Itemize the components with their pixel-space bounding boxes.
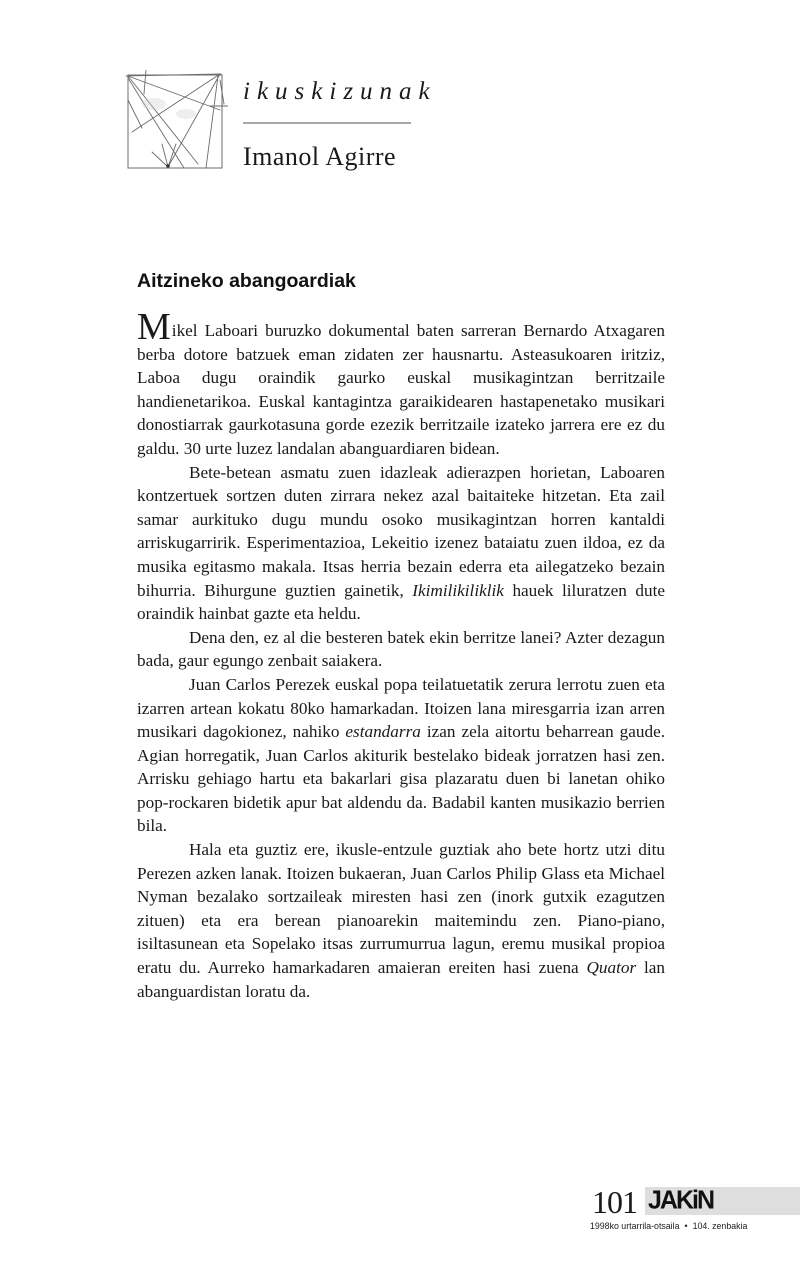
paragraph-text: hauek liluratzen dute oraindik hainbat gazte eta heldu. — [137, 580, 665, 624]
paragraph-5 — [137, 838, 665, 1003]
issue-info — [590, 1221, 747, 1231]
paragraph-text: izan zela aitortu beharrean gaude. Agian horregatik, Juan Carlos akiturik bestelako bideak jorratzen hasi zen. Arrisku gehiago hartu eta bakarlari gisa plazaratu duen bi lanetan ohiko pop-rockaren bidetik apur bat aldendu da. Badabil kanten musikazio berrien bila. — [137, 722, 666, 836]
italic-work-title: Ikimilikiliklik — [412, 580, 504, 600]
italic-term: estandarra — [345, 722, 421, 742]
bullet-separator: • — [684, 1221, 688, 1231]
italic-work-title: Quator — [586, 958, 637, 978]
article-title: Aitzineko abangoardiak — [137, 270, 356, 292]
sketch-square-logo-icon — [124, 70, 228, 174]
paragraph-text: ikel Laboari buruzko dokumental baten sarreran Bernardo Atxagaren berba dotore batzuek eman zidaten zer hausnartu. Asteasukoaren iritziz, Laboa dugu oraindik gaurko euskal musikagintzan berritzaile handienetarikoa. Euskal kantagintza garaikidearen hastapenetako musikari donostiarrak gaurkotasuna gorde ezezik berritzaile izateko jarrera ere ez du galdu. 30 urte luzez landalan abanguardiaren bidean. — [137, 321, 665, 458]
article-body — [137, 306, 666, 1003]
paragraph-text: Dena den, ez al die besteren batek ekin berritze lanei? Azter dezagun bada, gaur egungo zenbait saiakera. — [137, 627, 665, 671]
paragraph-text: Hala eta guztiz ere, ikusle-entzule guztiak aho bete hortz utzi ditu Perezen azken lanak. Itoizen bukaeran, Juan Carlos Philip Glass eta Michael Nyman bezalako sortzaileak miresten hasi zen (inork gutxik ezagutzen zituen) eta era berean pianoarekin maitemindu zen. Piano-piano, isiltasunean eta Sopelako itsas zurrumurrua lagun, eremu musikal propioa eratu du. Aurreko hamarkadaren amaieran ereiten hasi zuena — [137, 840, 665, 978]
paragraph-text: lan abanguardistan loratu da. — [137, 958, 666, 1001]
paragraph-3 — [137, 626, 665, 673]
section-label: ikuskizunak — [243, 78, 437, 105]
magazine-logo: JAKiN — [648, 1185, 714, 1215]
issue-date: 1998ko urtarrila-otsaila — [590, 1221, 680, 1231]
author-name: Imanol Agirre — [243, 142, 397, 171]
issue-number: 104. zenbakia — [692, 1221, 748, 1231]
page-number: 101 — [592, 1184, 637, 1220]
header-divider — [243, 122, 411, 124]
paragraph-text: Juan Carlos Perezek euskal popa teilatuetatik zerura lerrotu zuen eta izarren artean kokatu 80ko hamarkadan. Itoizen lana miresgarria izan arren musikari dagokionez, nahiko — [137, 674, 665, 742]
paragraph-4 — [137, 673, 665, 838]
drop-cap: M — [137, 306, 171, 348]
paragraph-2 — [137, 461, 665, 626]
paragraph-1 — [137, 306, 665, 461]
paragraph-text: Bete-betean asmatu zuen idazleak adierazpen horietan, Laboaren kontzertuek sortzen duten zirrara nekez azal baitaiteke hitzetan. Eta zail samar aurkituko dugu mundu osoko musikagintzan horren kantaldi arriskugarririk. Esperimentazioa, Lekeitio izenez bataiatu zuen ildoa, ez da musika egitasmo makala. Itsas herria bezain ederra eta ailegatzeko bezain bihurria. Bihurgune guztien gainetik, — [137, 462, 665, 600]
